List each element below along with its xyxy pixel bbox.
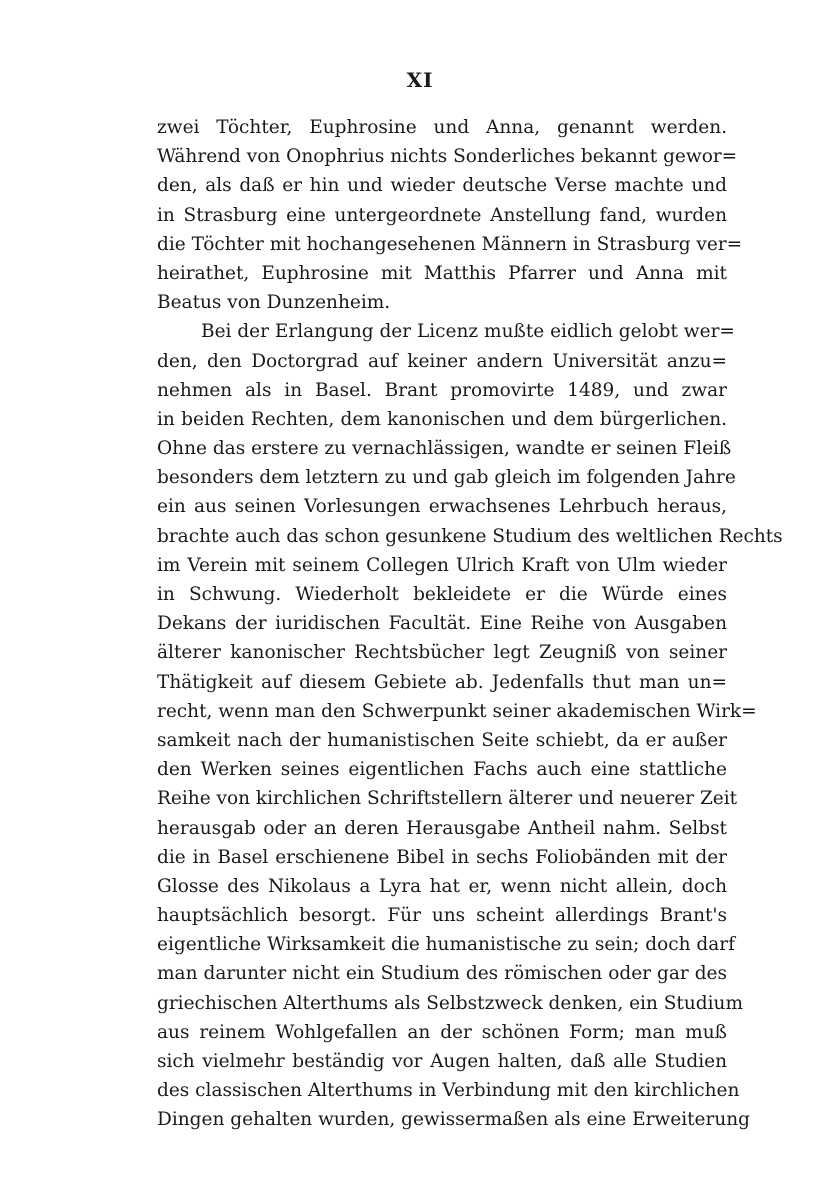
text-line: des classischen Alterthums in Verbindung mit den kirchlichen [157,1080,740,1102]
text-line: aus reinem Wohlgefallen an der schönen Form; man muß [157,1021,727,1043]
text-line: in beiden Rechten, dem kanonischen und dem bürgerlichen. [157,408,727,430]
text-line: Ohne das erstere zu vernachlässigen, wandte er seinen Fleiß [157,438,732,460]
text-line: brachte auch das schon gesunkene Studium des weltlichen Rechts [157,525,783,547]
text-line: recht, wenn man den Schwerpunkt seiner akademischen Wirk= [157,700,757,722]
text-line: Dekans der iuridischen Facultät. Eine Reihe von Ausgaben [157,613,727,635]
text-line: den, den Doctorgrad auf keiner andern Universität anzu= [157,350,727,372]
text-line: Während von Onophrius nichts Sonderliches bekannt gewor= [157,146,738,168]
text-line: besonders dem letztern zu und gab gleich im folgenden Jahre [157,467,736,489]
text-line: Glosse des Nikolaus a Lyra hat er, wenn nicht allein, doch [157,875,727,897]
text-line: in Schwung. Wiederholt bekleidete er die Würde eines [157,584,727,605]
text-line: eigentliche Wirksamkeit die humanistische zu sein; doch darf [157,934,735,956]
text-line: nehmen als in Basel. Brant promovirte 1489, und zwar [157,379,727,401]
text-line: in Strasburg eine untergeordnete Anstellung fand, wurden [157,204,727,226]
text-line: Bei der Erlangung der Licenz mußte eidlich gelobt wer= [201,321,735,343]
text-line: Dingen gehalten wurden, gewissermaßen als eine Erweiterung [157,1109,751,1131]
text-line: griechischen Alterthums als Selbstzweck denken, ein Studium [157,992,743,1014]
text-line: zwei Töchter, Euphrosine und Anna, genannt werden. [157,117,727,138]
body-text [157,113,783,1135]
text-line: Thätigkeit auf diesem Gebiete ab. Jedenfalls thut man un= [157,671,727,693]
text-line: Reihe von kirchlichen Schriftstellern älterer und neuerer Zeit [157,788,738,810]
text-line: herausgab oder an deren Herausgabe Antheil nahm. Selbst [157,817,727,839]
text-line: hauptsächlich besorgt. Für uns scheint allerdings Brant's [157,905,727,927]
text-line: die in Basel erschienene Bibel in sechs Foliobänden mit der [157,846,727,868]
text-line: heirathet, Euphrosine mit Matthis Pfarrer und Anna mit [157,262,727,284]
text-line: samkeit nach der humanistischen Seite schiebt, da er außer [157,729,727,751]
page-number: XI [406,68,434,92]
text-line: ein aus seinen Vorlesungen erwachsenes Lehrbuch heraus, [157,496,727,518]
text-line: sich vielmehr beständig vor Augen halten, daß alle Studien [157,1051,727,1072]
text-line: Beatus von Dunzenheim. [157,292,391,314]
text-line: älterer kanonischer Rechtsbücher legt Zeugniß von seiner [157,642,727,664]
text-line: im Verein mit seinem Collegen Ulrich Kraft von Ulm wieder [157,554,727,576]
text-line: die Töchter mit hochangesehenen Männern in Strasburg ver= [157,233,743,255]
text-line: man darunter nicht ein Studium des römischen oder gar des [157,963,727,985]
text-line: den Werken seines eigentlichen Fachs auch eine stattliche [157,759,727,781]
text-line: den, als daß er hin und wieder deutsche Verse machte und [157,175,727,197]
